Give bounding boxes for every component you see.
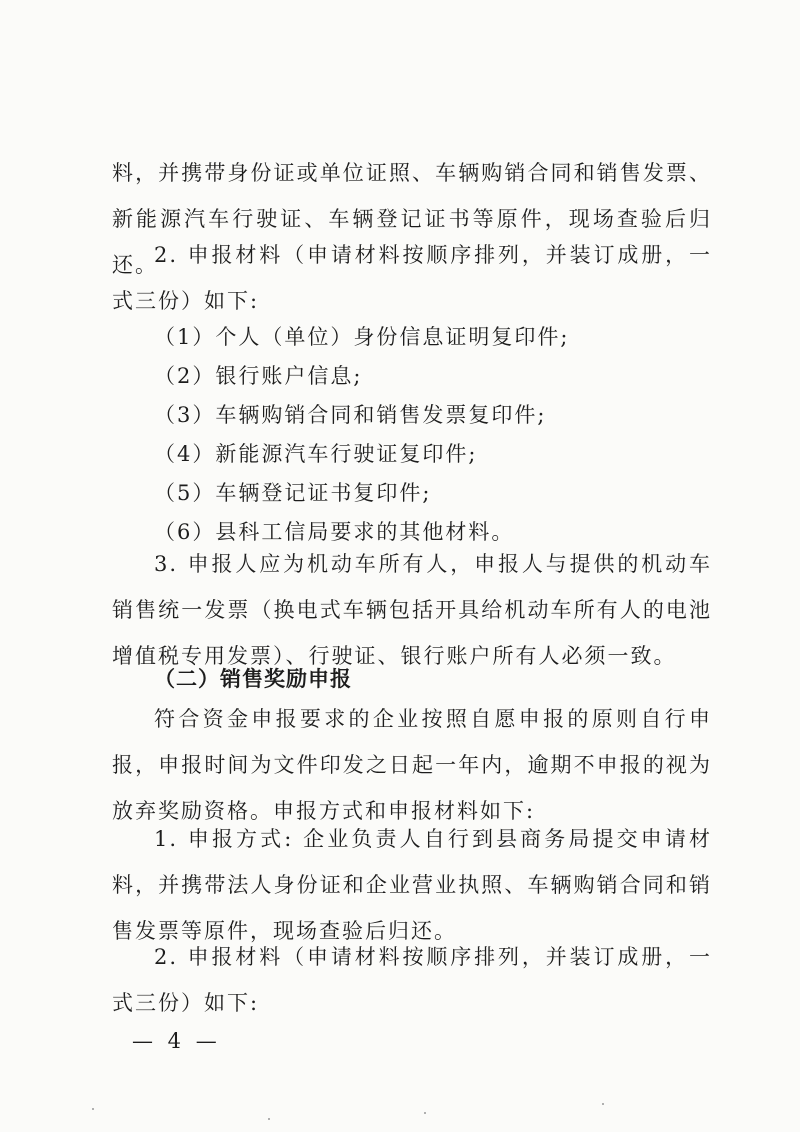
paragraph-application-method: 1. 申报方式: 企业负责人自行到县商务局提交申请材料，并携带法人身份证和企业营业执照、车辆购销合同和销售发票等原件，现场查验后归还。 (112, 827, 712, 943)
paragraph-sales-reward-intro: 符合资金申报要求的企业按照自愿申报的原则自行申报，申报时间为文件印发之日起一年内，逾期不申报的视为放弃奖励资格。申报方式和申报材料如下: (112, 707, 712, 823)
paragraph-continuation: 料，并携带身份证或单位证照、车辆购销合同和销售发票、新能源汽车行驶证、车辆登记证书等原件，现场查验后归还。 (112, 161, 712, 277)
paragraph-application-materials: 2. 申报材料（申请材料按顺序排列，并装订成册，一式三份）如下: (112, 945, 712, 1015)
scan-speck (268, 1118, 270, 1120)
scan-speck (602, 1103, 604, 1105)
paragraph-materials-list-intro: 2. 申报材料（申请材料按顺序排列，并装订成册，一式三份）如下: (112, 243, 712, 313)
list-item-5: （5）车辆登记证书复印件; (154, 481, 432, 505)
page-number: — 4 — (132, 1029, 221, 1053)
list-item-2: （2）银行账户信息; (154, 364, 363, 388)
list-item-4: （4）新能源汽车行驶证复印件; (154, 442, 478, 466)
scan-speck (92, 1108, 94, 1110)
list-item-1: （1）个人（单位）身份信息证明复印件; (154, 325, 570, 349)
list-item-3: （3）车辆购销合同和销售发票复印件; (154, 403, 547, 427)
section-heading-sales-reward: （二）销售奖励申报 (154, 667, 352, 691)
list-item-6: （6）县科工信局要求的其他材料。 (154, 520, 515, 544)
scan-speck (424, 1112, 426, 1114)
paragraph-applicant-requirement: 3. 申报人应为机动车所有人，申报人与提供的机动车销售统一发票（换电式车辆包括开具给机动车所有人的电池增值税专用发票）、行驶证、银行账户所有人必须一致。 (112, 552, 712, 668)
